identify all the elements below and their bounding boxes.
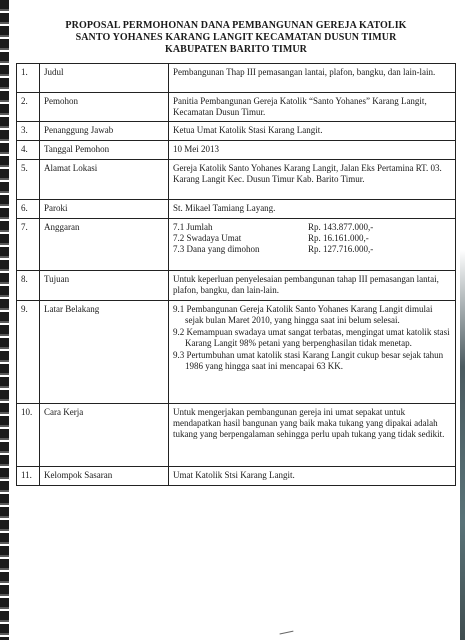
row-label: Latar Belakang [40,301,169,404]
row-value: Ketua Umat Katolik Stasi Karang Langit. [169,122,456,141]
heading-line-3: KABUPATEN BARITO TIMUR [164,44,308,55]
row-label: Pemohon [40,93,169,122]
row-value: 10 Mei 2013 [169,141,456,160]
heading-line-2: SANTO YOHANES KARANG LANGIT KECAMATAN DUSUN TIMUR [75,32,397,43]
row-latar-belakang [17,301,456,404]
background-item-text: 9.1 Pembangunan Gereja Katolik Santo Yohanes Karang Langit dimulai sejak bulan Maret 2010, yang hingga saat ini belum selesai. [173,304,433,325]
budget-item [173,222,451,233]
budget-item-amount: Rp. 127.716.000,- [308,244,374,254]
budget-item [173,233,451,244]
row-tanggal [17,141,456,160]
budget-item [173,244,451,255]
background-item-text: 9.2 Kemampuan swadaya umat sangat terbatas, mengingat umat katolik stasi Karang Langit 98% petani yang berpenghasilan tidak menetap. [173,327,450,348]
row-alamat-lokasi [17,160,456,200]
row-label: Tujuan [40,271,169,301]
budget-item-label: 7.2 Swadaya Umat [173,233,242,243]
row-anggaran [17,219,456,271]
heading-line-1: PROPOSAL PERMOHONAN DANA PEMBANGUNAN GEREJA KATOLIK [65,20,407,31]
background-item [173,327,451,349]
row-cara-kerja [17,404,456,467]
row-value: Pembangunan Thap III pemasangan lantai, plafon, bangku, dan lain-lain. [169,64,456,93]
row-number: 4. [17,141,40,160]
row-number: 7. [17,219,40,271]
row-value: Panitia Pembangunan Gereja Katolik “Santo Yohanes” Karang Langit, Kecamatan Dusun Timur. [169,93,456,122]
row-tujuan [17,271,456,301]
row-label: Judul [40,64,169,93]
row-number: 2. [17,93,40,122]
document-page [16,20,456,486]
proposal-table [16,63,456,486]
row-label: Kelompok Sasaran [40,467,169,486]
background-item [173,304,451,326]
row-number: 3. [17,122,40,141]
document-heading [16,20,456,56]
binding-edge [0,0,9,640]
row-judul [17,64,456,93]
budget-item-amount: Rp. 143.877.000,- [308,222,374,232]
row-number: 9. [17,301,40,404]
row-label: Anggaran [40,219,169,271]
row-number: 10. [17,404,40,467]
background-list [169,301,456,404]
budget-item-label: 7.3 Dana yang dimohon [173,244,260,254]
row-pemohon [17,93,456,122]
row-paroki [17,200,456,219]
row-label: Alamat Lokasi [40,160,169,200]
row-label: Tanggal Pemohon [40,141,169,160]
budget-list [169,219,456,271]
row-number: 8. [17,271,40,301]
row-value: Untuk mengerjakan pembangunan gereja ini umat sepakat untuk mendapatkan hasil bangunan yang baik maka tukang yang dipakai adalah tukang yang berpengalaman sehingga perlu upah tukang yang tidak sedikit. [169,404,456,467]
background-item [173,350,451,372]
row-value: St. Mikael Tamiang Layang. [169,200,456,219]
budget-item-label: 7.1 Jumlah [173,222,213,232]
row-label: Paroki [40,200,169,219]
budget-item-amount: Rp. 16.161.000,- [308,233,369,243]
background-item-text: 9.3 Pertumbuhan umat katolik stasi Karang Langit cukup besar sejak tahun 1986 yang hingga saat ini mencapai 63 KK. [173,350,444,371]
row-number: 6. [17,200,40,219]
row-label: Penanggung Jawab [40,122,169,141]
row-value: Umat Katolik Stsi Karang Langit. [169,467,456,486]
row-value: Untuk keperluan penyelesaian pembangunan tahap III pemasangan lantai, plafon, bangku, dan lain-lain. [169,271,456,301]
pen-mark [280,631,295,640]
row-number: 1. [17,64,40,93]
row-penanggung-jawab [17,122,456,141]
row-label: Cara Kerja [40,404,169,467]
row-number: 11. [17,467,40,486]
row-kelompok-sasaran [17,467,456,486]
row-value: Gereja Katolik Santo Yohanes Karang Langit, Jalan Eks Pertamina RT. 03. Karang Langit Kec. Dusun Timur Kab. Barito Timur. [169,160,456,200]
row-number: 5. [17,160,40,200]
scan-shadow-edge [460,250,465,640]
